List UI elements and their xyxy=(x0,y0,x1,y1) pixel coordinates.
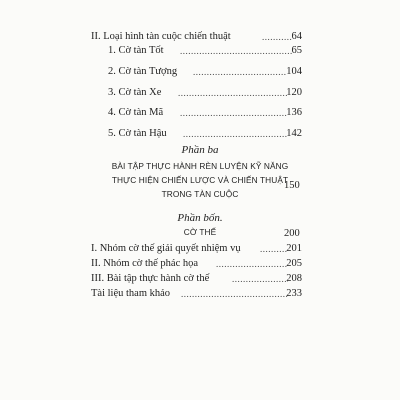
toc-entry-label: I. Nhóm cờ thế giải quyết nhiệm vụ xyxy=(91,243,241,254)
toc-entry-item-3 xyxy=(0,86,400,100)
toc-entry-part4-item-3 xyxy=(0,272,400,286)
toc-entry-page: 233 xyxy=(286,288,302,299)
dot-leader xyxy=(232,272,288,286)
toc-entry-page: 65 xyxy=(291,45,302,56)
toc-entry-item-1 xyxy=(0,44,400,58)
toc-entry-label: 4. Cờ tàn Mã xyxy=(108,107,164,118)
toc-entry-page: 104 xyxy=(286,66,302,77)
dot-leader xyxy=(216,257,288,271)
toc-entry-label: III. Bài tập thực hành cờ thế xyxy=(91,273,210,284)
dot-leader xyxy=(262,30,292,44)
toc-entry-label: 3. Cờ tàn Xe xyxy=(108,87,162,98)
dot-leader xyxy=(181,287,288,301)
toc-entry-page: 64 xyxy=(291,31,302,42)
toc-entry-references xyxy=(0,287,400,301)
part-3-title-line-3: TRONG TÀN CUỘC xyxy=(161,189,239,199)
toc-entry-item-2 xyxy=(0,65,400,79)
dot-leader xyxy=(180,44,292,58)
toc-entry-label: II. Nhóm cờ thế phác họa xyxy=(91,258,199,269)
dot-leader xyxy=(260,242,288,256)
part-3-title-line-1: BÀI TẬP THỰC HÀNH RÈN LUYỆN KỸ NĂNG xyxy=(111,161,289,171)
toc-entry-label: Tài liệu tham khảo xyxy=(91,288,171,299)
toc-entry-item-5 xyxy=(0,127,400,141)
toc-entry-label: 1. Cờ tàn Tốt xyxy=(108,45,164,56)
toc-entry-page: 142 xyxy=(286,128,302,139)
toc-entry-item-4 xyxy=(0,106,400,120)
part-3-heading: Phần ba xyxy=(181,144,219,156)
part-4-title: CỜ THẾ xyxy=(183,227,217,237)
dot-leader xyxy=(193,65,287,79)
dot-leader xyxy=(180,106,287,120)
toc-entry-page: 208 xyxy=(286,273,302,284)
part-3-page: 150 xyxy=(284,180,300,191)
toc-entry-part4-item-1 xyxy=(0,242,400,256)
toc-entry-label: II. Loại hình tàn cuộc chiến thuật xyxy=(91,31,231,42)
toc-entry-section-2 xyxy=(0,30,400,44)
toc-entry-page: 136 xyxy=(286,107,302,118)
toc-entry-page: 205 xyxy=(286,258,302,269)
part-3-title-line-2: THỰC HIỆN CHIẾN LƯỢC VÀ CHIẾN THUẬT xyxy=(111,175,289,185)
part-4-heading: Phần bốn. xyxy=(177,212,223,224)
toc-entry-page: 201 xyxy=(286,243,302,254)
toc-entry-label: 2. Cờ tàn Tượng xyxy=(108,66,178,77)
dot-leader xyxy=(178,86,287,100)
toc-entry-label: 5. Cờ tàn Hậu xyxy=(108,128,167,139)
part-4-page: 200 xyxy=(284,228,300,239)
dot-leader xyxy=(183,127,287,141)
toc-entry-page: 120 xyxy=(286,87,302,98)
toc-entry-part4-item-2 xyxy=(0,257,400,271)
